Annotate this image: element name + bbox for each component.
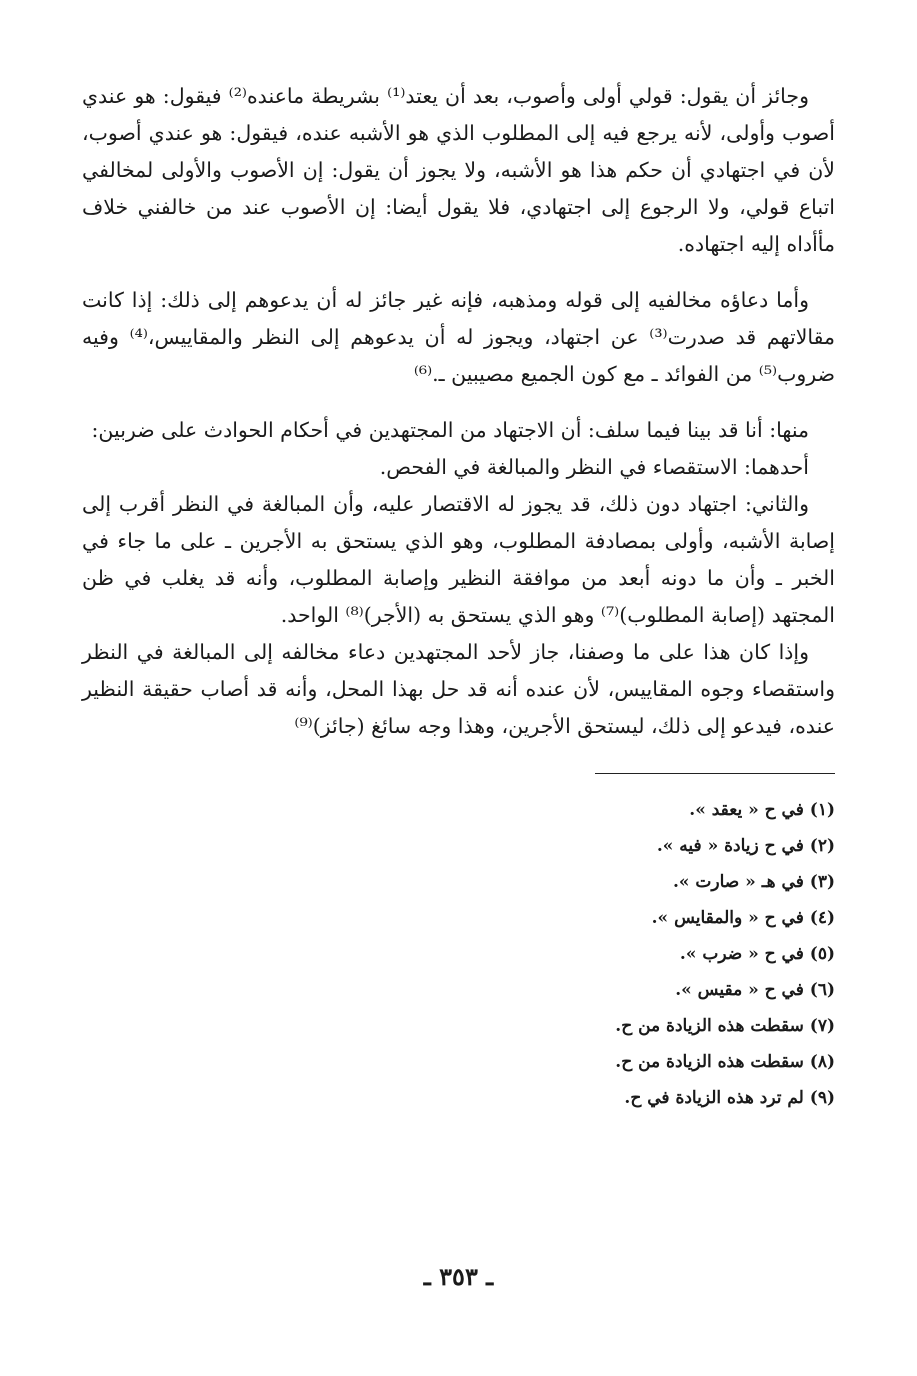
footnote-1: (١) في ح « يعقد ».: [689, 800, 835, 820]
footnote-6: (٦) في ح « مقيس ».: [675, 980, 835, 1000]
footnotes: [82, 792, 835, 1116]
paragraph-3: منها: أنا قد بينا فيما سلف: أن الاجتهاد من المجتهدين في أحكام الحوادث على ضربين:: [91, 418, 809, 442]
paragraph-5: والثاني: اجتهاد دون ذلك، قد يجوز له الاقتصار عليه، وأن المبالغة في النظر أقرب إلى إصابة الأشبه، وأولى بمصادفة المطلوب، وهو الذي يستحق به الأجرين ـ على ما جاء في الخبر ـ وأن ما دونه أبعد من موافقة النظير وإصابة المطلوب، وأنه قد يغلب في ظن المجتهد (إصابة المطلوب)⁽⁷⁾ وهو الذي يستحق به (الأجر)⁽⁸⁾ الواحد.: [82, 492, 835, 627]
footnote-8: (٨) سقطت هذه الزيادة من ح.: [615, 1052, 835, 1072]
footnote-9: (٩) لم ترد هذه الزيادة في ح.: [624, 1088, 835, 1108]
footnote-5: (٥) في ح « ضرب ».: [679, 944, 835, 964]
paragraph-4: أحدهما: الاستقصاء في النظر والمبالغة في الفحص.: [379, 455, 809, 479]
footnote-2: (٢) في ح زيادة « فيه ».: [656, 836, 835, 856]
footnote-4: (٤) في ح « والمقايس ».: [651, 908, 835, 928]
page-number: ـ ٣٥٣ ـ: [423, 1262, 494, 1291]
footnote-divider: [595, 773, 835, 774]
paragraph-2: وأما دعاؤه مخالفيه إلى قوله ومذهبه، فإنه غير جائز له أن يدعوهم إلى ذلك: إذا كانت مقالاتهم قد صدرت⁽³⁾ عن اجتهاد، ويجوز له أن يدعوهم إلى النظر والمقاييس،⁽⁴⁾ وفيه ضروب⁽⁵⁾ من الفوائد ـ مع كون الجميع مصيبين ـ.⁽⁶⁾: [82, 288, 835, 386]
footnote-7: (٧) سقطت هذه الزيادة من ح.: [615, 1016, 835, 1036]
paragraph-1: وجائز أن يقول: قولي أولى وأصوب، بعد أن يعتد⁽¹⁾ بشريطة ماعنده⁽²⁾ فيقول: هو عندي أصوب وأولى، لأنه يرجع فيه إلى المطلوب الذي هو الأشبه عنده، فيقول: هو عندي أصوب، لأن في اجتهادي أن حكم هذا هو الأشبه، ولا يجوز أن يقول: إن الأصوب والأولى لمخالفي اتباع قولي، ولا الرجوع إلى اجتهادي، فلا يقول أيضا: إن الأصوب عند من خالفني خلاف مأأداه إليه اجتهاده.: [82, 84, 835, 256]
paragraph-6: وإذا كان هذا على ما وصفنا، جاز لأحد المجتهدين دعاء مخالفه إلى المبالغة في النظر واستقصاء وجوه المقاييس، لأن عنده أنه قد حل بهذا المحل، وأنه قد أصاب حقيقة النظير عنده، فيدعو إلى ذلك، ليستحق الأجرين، وهذا وجه سائغ (جائز)⁽⁹⁾: [82, 640, 835, 738]
footnote-3: (٣) في هـ « صارت ».: [672, 872, 835, 892]
